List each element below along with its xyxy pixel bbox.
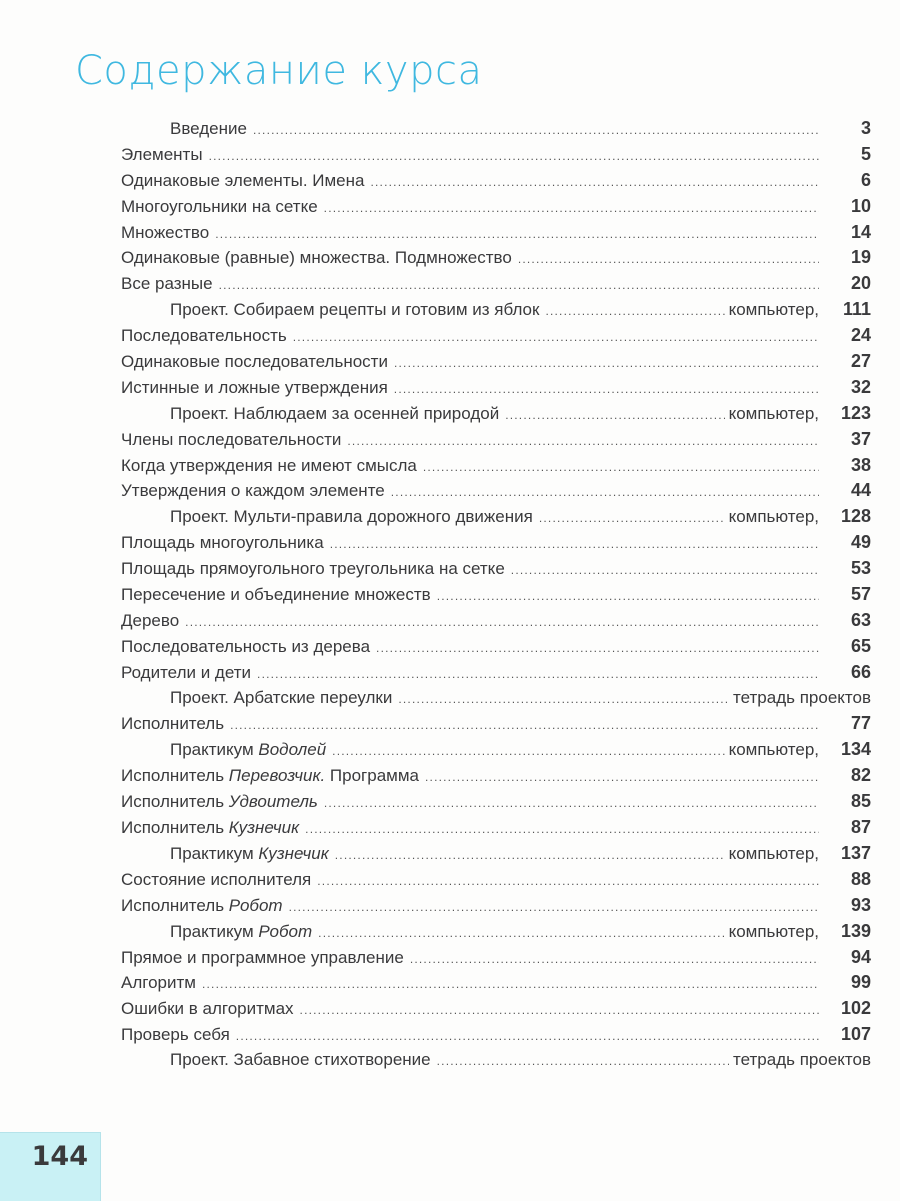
dot-leader: [330, 537, 819, 551]
toc-entry: [121, 455, 871, 481]
dot-leader: [236, 1029, 819, 1043]
dot-leader: [324, 796, 819, 810]
dot-leader: [394, 382, 819, 396]
toc-entry-page: 94: [850, 946, 871, 967]
toc-entry-location: тетрадь проектов: [733, 687, 871, 707]
toc-entry-title: Элементы: [121, 144, 203, 164]
dot-leader: [202, 977, 819, 991]
toc-entry-page: 134: [840, 739, 871, 760]
dot-leader: [423, 460, 819, 474]
dot-leader: [257, 667, 819, 681]
toc-entry-page: 107: [840, 1024, 871, 1045]
toc-entry: [121, 765, 871, 791]
toc-entry-title: Исполнитель Удвоитель: [121, 792, 318, 812]
toc-entry-page: 99: [850, 972, 871, 993]
toc-entry-title: Проект. Арбатские переулки: [170, 687, 393, 707]
toc-entry: [121, 222, 871, 248]
toc-entry-location: компьютер,: [728, 843, 819, 863]
toc-entry: [121, 273, 871, 299]
toc-entry-title: Родители и дети: [121, 662, 252, 682]
toc-entry-title: Проект. Забавное стихотворение: [170, 1050, 431, 1070]
dot-leader: [318, 926, 724, 940]
toc-entry: [121, 299, 871, 325]
toc-entry-location: компьютер,: [728, 507, 819, 527]
dot-leader: [289, 900, 819, 914]
toc-entry-page: 14: [850, 221, 871, 242]
toc-entry: [121, 921, 871, 947]
dot-leader: [215, 227, 819, 241]
toc-entry-title: Проект. Мульти-правила дорожного движения: [170, 507, 533, 527]
page-title: Содержание курса: [75, 48, 483, 94]
toc-entry: [121, 998, 871, 1024]
toc-entry: [121, 144, 871, 170]
toc-entry-location: компьютер,: [728, 300, 819, 320]
toc-entry: [121, 506, 871, 532]
toc-entry-page: 128: [840, 506, 871, 527]
toc-entry-title: Одинаковые (равные) множества. Подмножество: [121, 248, 512, 268]
toc-entry: [121, 532, 871, 558]
toc-entry: [121, 247, 871, 273]
toc-entry-page: 63: [850, 609, 871, 630]
toc-entry: [121, 480, 871, 506]
toc-entry: [121, 739, 871, 765]
toc-entry-title: Пересечение и объединение множеств: [121, 585, 431, 605]
toc-entry-page: 87: [850, 817, 871, 838]
dot-leader: [425, 770, 819, 784]
toc-entry-page: 6: [860, 169, 871, 190]
toc-entry: [121, 713, 871, 739]
toc-entry-page: 5: [860, 143, 871, 164]
toc-entry-title: Все разные: [121, 274, 213, 294]
toc-entry-page: 44: [850, 480, 871, 501]
toc-entry-location: компьютер,: [728, 921, 819, 941]
toc-entry: [121, 610, 871, 636]
dot-leader: [437, 1054, 729, 1068]
toc-entry-title: Когда утверждения не имеют смысла: [121, 455, 417, 475]
toc-entry: [121, 688, 871, 714]
toc-entry-page: 77: [850, 713, 871, 734]
toc-entry-page: 57: [850, 584, 871, 605]
dot-leader: [300, 1003, 819, 1017]
toc-entry-title: Истинные и ложные утверждения: [121, 377, 388, 397]
toc-entry-page: 93: [850, 894, 871, 915]
table-of-contents: [121, 118, 871, 1076]
toc-entry-title: Исполнитель Кузнечик: [121, 818, 300, 838]
toc-entry-page: 85: [850, 791, 871, 812]
toc-entry-title: Последовательность из дерева: [121, 636, 371, 656]
toc-entry: [121, 170, 871, 196]
toc-entry-title: Проект. Наблюдаем за осенней природой: [170, 403, 500, 423]
dot-leader: [398, 692, 729, 706]
toc-entry-title: Исполнитель: [121, 714, 225, 734]
dot-leader: [335, 848, 725, 862]
toc-entry-title: Проверь себя: [121, 1025, 230, 1045]
toc-entry-title: Ошибки в алгоритмах: [121, 999, 294, 1019]
toc-entry: [121, 636, 871, 662]
toc-entry-page: 82: [850, 765, 871, 786]
toc-entry: [121, 869, 871, 895]
dot-leader: [219, 278, 819, 292]
dot-leader: [253, 123, 819, 137]
toc-entry-page: 123: [840, 402, 871, 423]
toc-entry-location: компьютер,: [728, 403, 819, 423]
dot-leader: [317, 874, 819, 888]
toc-entry: [121, 791, 871, 817]
toc-entry: [121, 377, 871, 403]
toc-entry: [121, 1024, 871, 1050]
dot-leader: [505, 408, 724, 422]
toc-entry-page: 66: [850, 661, 871, 682]
dot-leader: [185, 615, 819, 629]
dot-leader: [391, 485, 819, 499]
toc-entry-title: Проект. Собираем рецепты и готовим из яблок: [170, 300, 540, 320]
toc-entry-page: 27: [850, 351, 871, 372]
dot-leader: [305, 822, 819, 836]
toc-entry-page: 65: [850, 635, 871, 656]
toc-entry-title: Исполнитель Робот: [121, 895, 283, 915]
toc-entry-page: 38: [850, 454, 871, 475]
toc-entry-page: 10: [850, 195, 871, 216]
dot-leader: [332, 744, 724, 758]
toc-entry-title: Прямое и программное управление: [121, 947, 404, 967]
dot-leader: [347, 434, 819, 448]
toc-entry-page: 37: [850, 428, 871, 449]
toc-entry-title: Многоугольники на сетке: [121, 196, 318, 216]
dot-leader: [437, 589, 819, 603]
toc-entry-page: 88: [850, 868, 871, 889]
toc-entry: [121, 947, 871, 973]
page-number-box: [0, 1132, 101, 1201]
toc-entry-title: Последовательность: [121, 326, 287, 346]
toc-entry: [121, 351, 871, 377]
toc-entry-title: Площадь прямоугольного треугольника на сетке: [121, 559, 505, 579]
toc-entry: [121, 403, 871, 429]
toc-entry: [121, 429, 871, 455]
dot-leader: [376, 641, 819, 655]
toc-entry-page: 102: [840, 998, 871, 1019]
toc-entry-page: 49: [850, 532, 871, 553]
dot-leader: [511, 563, 819, 577]
toc-entry: [121, 1050, 871, 1076]
dot-leader: [545, 304, 724, 318]
toc-entry: [121, 972, 871, 998]
dot-leader: [518, 252, 819, 266]
page-number: 144: [31, 1141, 88, 1172]
toc-entry-title: Члены последовательности: [121, 429, 342, 449]
dot-leader: [209, 149, 819, 163]
toc-entry-location: тетрадь проектов: [733, 1050, 871, 1070]
toc-entry: [121, 325, 871, 351]
toc-entry-page: 19: [850, 247, 871, 268]
toc-entry: [121, 558, 871, 584]
toc-entry-title: Введение: [170, 119, 247, 138]
dot-leader: [394, 356, 819, 370]
toc-entry-page: 32: [850, 376, 871, 397]
toc-entry-page: 137: [840, 842, 871, 863]
toc-entry: [121, 895, 871, 921]
toc-entry-title: Исполнитель Перевозчик. Программа: [121, 766, 419, 786]
toc-entry-page: 24: [850, 325, 871, 346]
toc-entry-page: 53: [850, 558, 871, 579]
toc-entry: [121, 662, 871, 688]
toc-entry-title: Состояние исполнителя: [121, 869, 312, 889]
dot-leader: [230, 718, 819, 732]
toc-entry-title: Множество: [121, 222, 210, 242]
dot-leader: [539, 511, 725, 525]
dot-leader: [324, 201, 819, 215]
dot-leader: [293, 330, 819, 344]
toc-entry-location: компьютер,: [728, 740, 819, 760]
toc-entry-title: Практикум Кузнечик: [170, 843, 329, 863]
toc-entry: [121, 584, 871, 610]
toc-entry-title: Алгоритм: [121, 973, 196, 993]
dot-leader: [410, 952, 819, 966]
toc-entry-title: Утверждения о каждом элементе: [121, 481, 385, 501]
toc-entry: [121, 817, 871, 843]
toc-entry-title: Практикум Водолей: [170, 740, 327, 760]
toc-entry-title: Практикум Робот: [170, 921, 313, 941]
toc-entry-page: 111: [842, 299, 871, 320]
toc-entry: [121, 843, 871, 869]
toc-entry: [121, 196, 871, 222]
toc-entry-page: 139: [840, 920, 871, 941]
toc-entry: [121, 118, 871, 144]
toc-entry-page: 20: [850, 273, 871, 294]
toc-entry-title: Одинаковые последовательности: [121, 352, 388, 372]
toc-entry-page: 3: [860, 118, 871, 138]
toc-entry-title: Одинаковые элементы. Имена: [121, 170, 365, 190]
toc-entry-title: Дерево: [121, 610, 180, 630]
toc-entry-title: Площадь многоугольника: [121, 533, 324, 553]
dot-leader: [370, 175, 819, 189]
